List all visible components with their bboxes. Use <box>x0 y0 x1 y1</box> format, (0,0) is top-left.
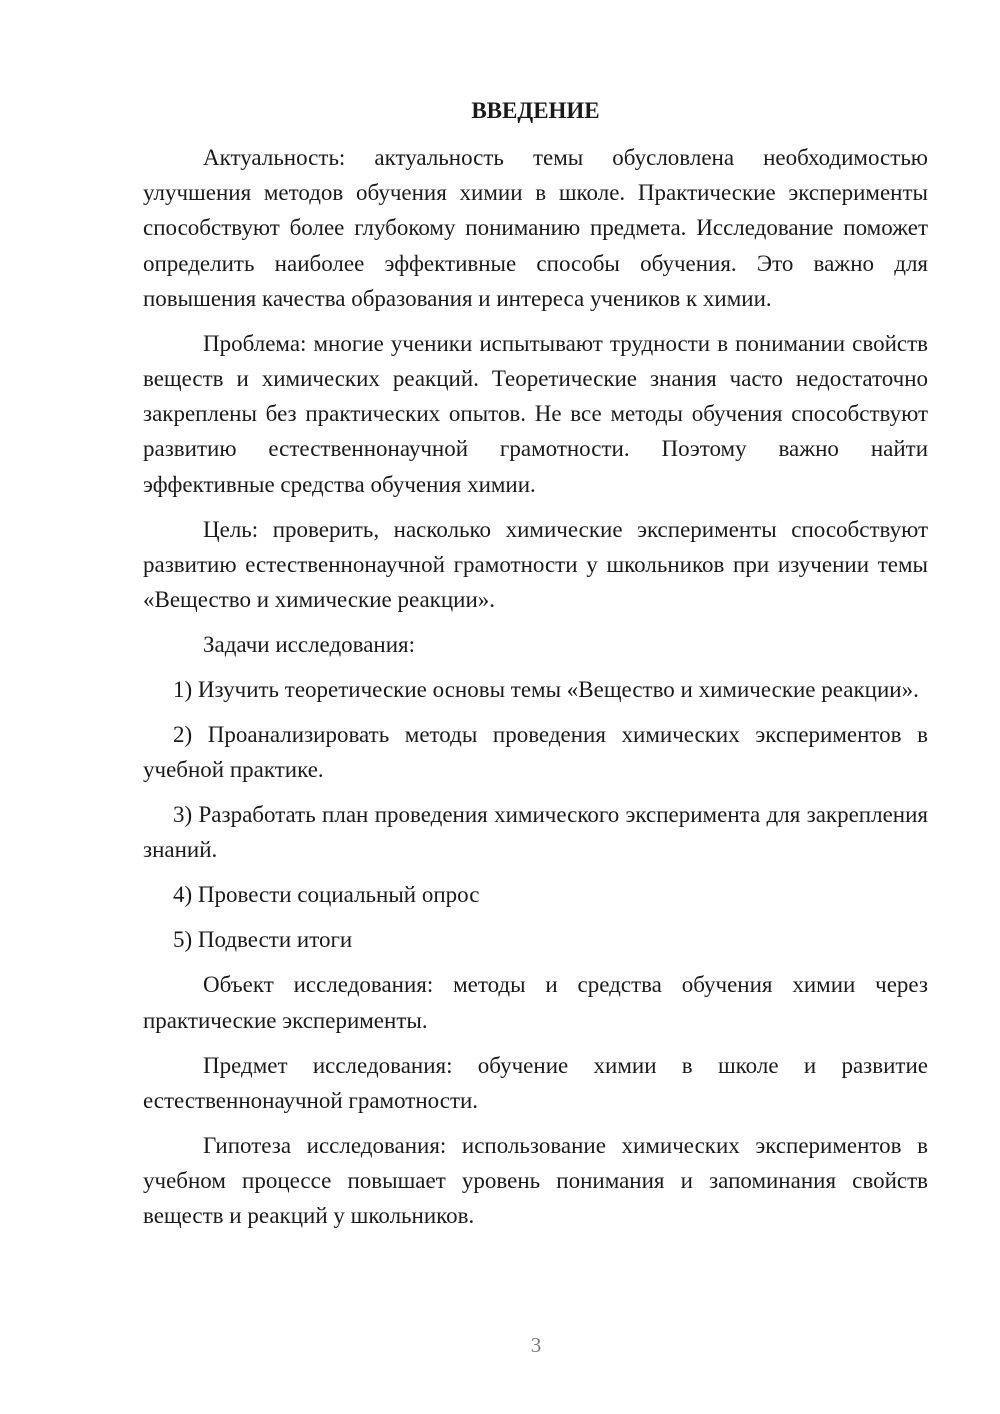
list-item: 3) Разработать план проведения химического эксперимента для закрепления знаний. <box>143 802 928 863</box>
section-title: ВВЕДЕНИЕ <box>471 98 600 123</box>
list-item: 4) Провести социальный опрос <box>173 882 480 908</box>
paragraph-object: Объект исследования: методы и средства обучения химии через практические эксперименты. <box>143 972 928 1033</box>
list-item: 1) Изучить теоретические основы темы «Вещество и химические реакции». <box>173 677 919 703</box>
list-item: 2) Проанализировать методы проведения химических экспериментов в учебной практике. <box>143 722 928 783</box>
tasks-heading: Задачи исследования: <box>203 632 416 658</box>
page-number: 3 <box>530 1333 542 1357</box>
paragraph-goal: Цель: проверить, насколько химические эксперименты способствуют развитию естественнонаучной грамотности у школьников при изучении темы «Вещество и химические реакции». <box>143 516 928 613</box>
paragraph-subject: Предмет исследования: обучение химии в школе и развитие естественнонаучной грамотности. <box>143 1052 928 1113</box>
list-item: 5) Подвести итоги <box>173 927 353 953</box>
paragraph-relevance: Актуальность: актуальность темы обусловлена необходимостью улучшения методов обучения химии в школе. Практические эксперименты способствуют более глубокому пониманию предмета. Исследование поможет определить наиболее эффективные способы обучения. Это важно для повышения качества образования и интереса учеников к химии. <box>143 145 928 311</box>
paragraph-hypothesis: Гипотеза исследования: использование химических экспериментов в учебном процессе повышает уровень понимания и запоминания свойств веществ и реакций у школьников. <box>143 1132 928 1229</box>
tasks-list <box>143 672 928 958</box>
paragraph-problem: Проблема: многие ученики испытывают трудности в понимании свойств веществ и химических реакций. Теоретические знания часто недостаточно закреплены без практических опытов. Не все методы обучения способствуют развитию естественнонаучной грамотности. Поэтому важно найти эффективные средства обучения химии. <box>143 330 928 497</box>
document-body <box>143 93 928 1233</box>
